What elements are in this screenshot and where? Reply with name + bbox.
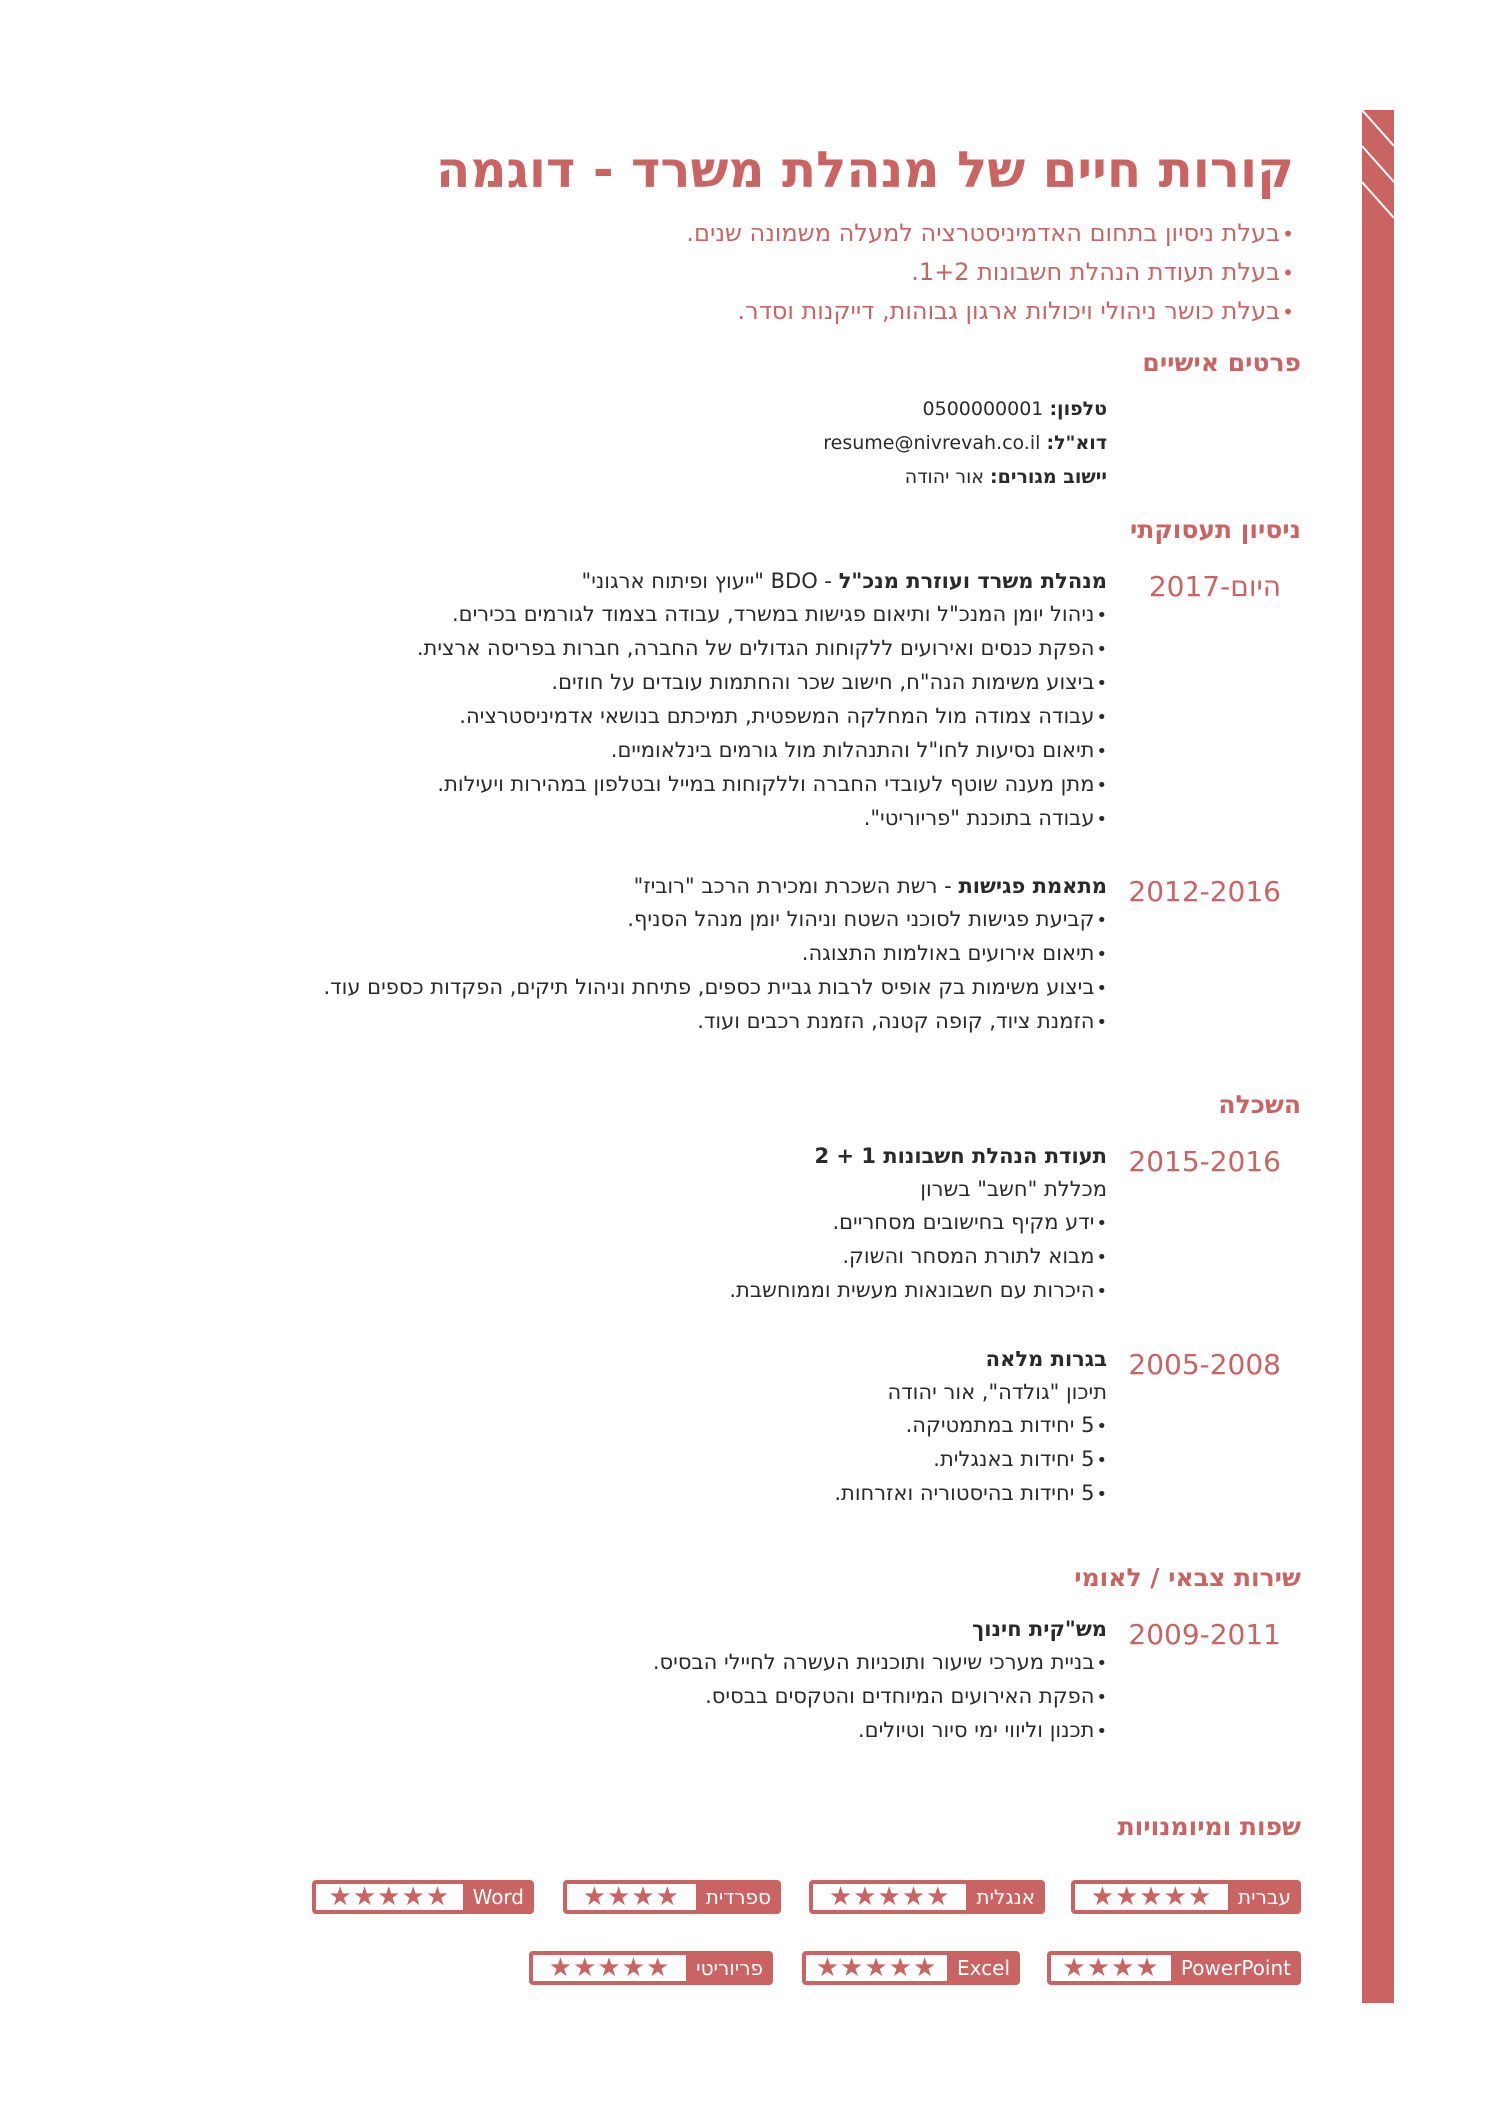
bullet-dot-icon: • — [1281, 222, 1294, 246]
section-heading-personal: פרטים אישיים — [1142, 348, 1301, 377]
star-icon: ★ — [425, 1882, 451, 1912]
job-title-row — [323, 870, 1107, 903]
star-icon: ★ — [607, 1882, 632, 1912]
education-entry — [729, 1140, 1107, 1308]
list-item: •ביצוע משימות הנה"ח, חישוב שכר והחתמות עובדים על חוזים. — [551, 670, 1107, 694]
skill-label: PowerPoint — [1180, 1956, 1291, 1980]
star-icon: ★ — [401, 1882, 426, 1912]
list-item: •מתן מענה שוטף לעובדי החברה וללקוחות במייל ובטלפון במהירות ויעילות. — [437, 772, 1107, 796]
skill-badge — [563, 1880, 781, 1914]
skill-stars — [1051, 1955, 1171, 1981]
bullet-dot-icon: • — [1096, 707, 1107, 728]
military-entry — [653, 1613, 1107, 1748]
star-icon: ★ — [582, 1882, 608, 1912]
bullet-dot-icon: • — [1096, 809, 1107, 830]
military-date: 2009-2011 — [1128, 1618, 1281, 1651]
star-icon: ★ — [912, 1953, 938, 1983]
bullet-dot-icon: • — [1281, 300, 1294, 324]
summary-list — [686, 214, 1294, 331]
email-value: resume@nivrevah.co.il — [823, 432, 1041, 454]
job-date: 2012-2016 — [1128, 875, 1281, 908]
education-title: תעודת הנהלת חשבונות 1 + 2 — [814, 1144, 1107, 1168]
star-icon: ★ — [597, 1953, 622, 1983]
star-icon: ★ — [1110, 1953, 1136, 1983]
list-item: •5 יחידות במתמטיקה. — [905, 1413, 1107, 1437]
education-date: 2015-2016 — [1128, 1145, 1281, 1178]
bullet-dot-icon: • — [1096, 775, 1107, 796]
bullet-dot-icon: • — [1096, 605, 1107, 626]
skill-label: עברית — [1238, 1885, 1291, 1909]
star-icon: ★ — [377, 1882, 402, 1912]
list-item: •היכרות עם חשבונאות מעשית וממוחשבת. — [729, 1278, 1107, 1302]
list-item: •בניית מערכי שיעור ותוכניות העשרה לחיילי הבסיס. — [652, 1650, 1107, 1674]
bullet-dot-icon: • — [1096, 1450, 1107, 1471]
bullet-dot-icon: • — [1096, 1484, 1107, 1505]
star-icon: ★ — [631, 1882, 656, 1912]
job-entry — [323, 870, 1107, 1039]
star-icon: ★ — [828, 1882, 854, 1912]
job-org: - רשת השכרת ומכירת הרכב "רוביז" — [633, 874, 952, 898]
phone-label: טלפון: — [1049, 398, 1107, 420]
bullet-dot-icon: • — [1096, 944, 1107, 965]
residence-label: יישוב מגורים: — [990, 466, 1107, 488]
bullet-dot-icon: • — [1096, 1687, 1107, 1708]
bullet-dot-icon: • — [1096, 741, 1107, 762]
summary-item: •בעלת כושר ניהולי ויכולות ארגון גבוהות, דייקנות וסדר. — [737, 297, 1294, 325]
star-icon: ★ — [655, 1882, 680, 1912]
star-icon: ★ — [1139, 1882, 1164, 1912]
star-icon: ★ — [352, 1882, 378, 1912]
skill-stars — [533, 1955, 686, 1981]
list-item: •תיאום אירועים באולמות התצוגה. — [801, 941, 1107, 965]
military-title-row — [653, 1613, 1107, 1646]
contact-phone — [823, 392, 1107, 426]
job-title: מתאמת פגישות — [958, 874, 1107, 898]
bullet-dot-icon: • — [1096, 1721, 1107, 1742]
star-icon: ★ — [815, 1953, 841, 1983]
skill-label: אנגלית — [976, 1885, 1035, 1909]
list-item: •מבוא לתורת המסחר והשוק. — [842, 1244, 1107, 1268]
bullet-dot-icon: • — [1096, 1653, 1107, 1674]
education-title-row — [729, 1140, 1107, 1173]
star-icon: ★ — [1135, 1953, 1160, 1983]
star-icon: ★ — [864, 1953, 889, 1983]
bullet-dot-icon: • — [1096, 1012, 1107, 1033]
skill-stars — [567, 1884, 696, 1910]
skill-label: Excel — [957, 1956, 1010, 1980]
star-icon: ★ — [1187, 1882, 1213, 1912]
skill-label: ספרדית — [705, 1885, 771, 1909]
skill-label: Word — [472, 1885, 524, 1909]
education-title-row — [834, 1343, 1107, 1376]
list-item: •5 יחידות באנגלית. — [933, 1447, 1107, 1471]
bullet-dot-icon: • — [1096, 639, 1107, 660]
star-icon: ★ — [548, 1953, 574, 1983]
skill-stars — [813, 1884, 966, 1910]
job-title: מנהלת משרד ועוזרת מנכ"ל — [838, 569, 1107, 593]
star-icon: ★ — [621, 1953, 647, 1983]
residence-value: אור יהודה — [904, 466, 984, 488]
skill-badge — [529, 1951, 773, 1985]
list-item: •הזמנת ציוד, קופה קטנה, הזמנת רכבים ועוד. — [697, 1009, 1107, 1033]
star-icon: ★ — [853, 1882, 878, 1912]
skill-badge — [1071, 1880, 1301, 1914]
job-org: - BDO "ייעוץ ופיתוח ארגוני" — [581, 569, 833, 593]
list-item: •5 יחידות בהיסטוריה ואזרחות. — [834, 1481, 1107, 1505]
skill-stars — [1075, 1884, 1228, 1910]
skill-badge — [802, 1951, 1020, 1985]
job-title-row — [417, 565, 1107, 598]
bullet-dot-icon: • — [1096, 673, 1107, 694]
education-institution: תיכון "גולדה", אור יהודה — [887, 1380, 1107, 1404]
skill-stars — [316, 1884, 463, 1910]
phone-value: 0500000001 — [922, 398, 1044, 420]
page-title: קורות חיים של מנהלת משרד - דוגמה — [436, 141, 1294, 199]
job-entry — [417, 565, 1107, 836]
star-icon: ★ — [840, 1953, 865, 1983]
star-icon: ★ — [328, 1882, 353, 1912]
contact-residence — [823, 460, 1107, 494]
bullet-dot-icon: • — [1096, 1416, 1107, 1437]
bullet-dot-icon: • — [1096, 1213, 1107, 1234]
star-icon: ★ — [1086, 1953, 1111, 1983]
military-title: מש"קית חינוך — [972, 1617, 1107, 1641]
star-icon: ★ — [877, 1882, 902, 1912]
list-item: •עבודה צמודה מול המחלקה המשפטית, תמיכתם בנושאי אדמיניסטרציה. — [459, 704, 1107, 728]
contact-email — [823, 426, 1107, 460]
job-date: 2017-היום — [1148, 570, 1281, 603]
star-icon: ★ — [901, 1882, 927, 1912]
contact-details — [823, 392, 1107, 494]
list-item: •תיאום נסיעות לחו"ל והתנהלות מול גורמים בינלאומיים. — [610, 738, 1107, 762]
education-title: בגרות מלאה — [985, 1347, 1107, 1371]
bullet-dot-icon: • — [1096, 910, 1107, 931]
bullet-dot-icon: • — [1096, 1247, 1107, 1268]
star-icon: ★ — [646, 1953, 671, 1983]
education-entry — [834, 1343, 1107, 1511]
skill-label: פריוריטי — [696, 1956, 763, 1980]
skill-badge — [312, 1880, 534, 1914]
email-label: דוא"ל: — [1046, 432, 1107, 454]
star-icon: ★ — [926, 1882, 951, 1912]
section-heading-skills: שפות ומיומנויות — [1117, 1812, 1301, 1841]
summary-item: •בעלת תעודת הנהלת חשבונות 1+2. — [911, 258, 1294, 286]
list-item: •ביצוע משימות בק אופיס לרבות גביית כספים, פתיחת וניהול תיקים, הפקדות כספים עוד. — [323, 975, 1107, 999]
list-item: •ידע מקיף בחישובים מסחריים. — [832, 1210, 1107, 1234]
list-item: •הפקת האירועים המיוחדים והטקסים בבסיס. — [705, 1684, 1107, 1708]
bullet-dot-icon: • — [1281, 261, 1294, 285]
list-item: •עבודה בתוכנת "פריוריטי". — [863, 806, 1107, 830]
section-heading-experience: ניסיון תעסוקתי — [1129, 515, 1301, 544]
bullet-dot-icon: • — [1096, 978, 1107, 999]
education-date: 2005-2008 — [1128, 1348, 1281, 1381]
skill-stars — [806, 1955, 947, 1981]
star-icon: ★ — [888, 1953, 913, 1983]
list-item: •תכנון וליווי ימי סיור וטיולים. — [857, 1718, 1107, 1742]
star-icon: ★ — [1090, 1882, 1116, 1912]
skill-badge — [1047, 1951, 1301, 1985]
list-item: •ניהול יומן המנכ"ל ותיאום פגישות במשרד, עבודה בצמוד לגורמים בכירים. — [451, 602, 1107, 626]
summary-item: •בעלת ניסיון בתחום האדמיניסטרציה למעלה משמונה שנים. — [686, 219, 1294, 247]
section-heading-military: שירות צבאי / לאומי — [1074, 1563, 1301, 1592]
star-icon: ★ — [1115, 1882, 1140, 1912]
section-heading-education: השכלה — [1218, 1090, 1301, 1119]
skill-badge — [809, 1880, 1045, 1914]
star-icon: ★ — [1163, 1882, 1188, 1912]
star-icon: ★ — [573, 1953, 598, 1983]
star-icon: ★ — [1062, 1953, 1087, 1983]
bullet-dot-icon: • — [1096, 1281, 1107, 1302]
list-item: •הפקת כנסים ואירועים ללקוחות הגדולים של החברה, חברות בפריסה ארצית. — [416, 636, 1107, 660]
list-item: •קביעת פגישות לסוכני השטח וניהול יומן מנהל הסניף. — [627, 907, 1107, 931]
education-institution: מכללת "חשב" בשרון — [920, 1177, 1107, 1201]
